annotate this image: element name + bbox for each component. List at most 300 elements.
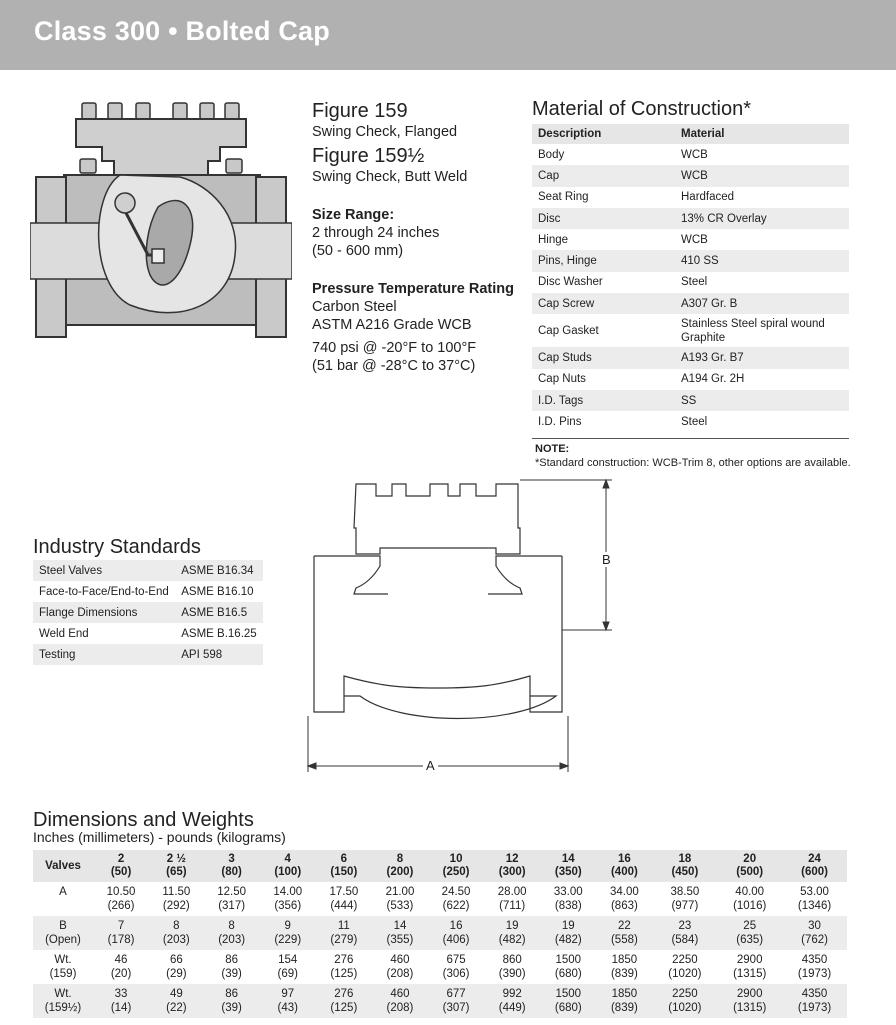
size-range-inches: 2 through 24 inches bbox=[312, 225, 440, 241]
dimensions-cell bbox=[717, 984, 782, 1018]
cell-metric: (838) bbox=[554, 900, 582, 912]
page-header bbox=[0, 0, 896, 70]
material-description: I.D. Tags bbox=[532, 390, 675, 411]
cell-imperial: 460 bbox=[390, 954, 410, 966]
cell-metric: (863) bbox=[610, 900, 638, 912]
dimensions-cell bbox=[149, 984, 203, 1018]
dimensions-cell bbox=[260, 916, 316, 950]
dimensions-size-header bbox=[717, 850, 782, 882]
dimensions-cell bbox=[540, 950, 596, 984]
swing-check-valve-illustration bbox=[30, 95, 292, 345]
cell-imperial: 9 bbox=[284, 920, 291, 932]
cell-metric: (14) bbox=[110, 1002, 132, 1014]
cell-metric: (208) bbox=[386, 968, 414, 980]
pressure-rating-heading: Pressure Temperature Rating bbox=[312, 281, 514, 297]
dimensions-cell bbox=[484, 882, 540, 916]
cell-metric: (839) bbox=[610, 1002, 638, 1014]
standard-name: Steel Valves bbox=[33, 560, 175, 581]
figure-159-half-subtitle: Swing Check, Butt Weld bbox=[312, 169, 468, 185]
cell-metric: (1973) bbox=[797, 1002, 832, 1014]
materials-row bbox=[532, 314, 849, 347]
size-inches: 8 bbox=[396, 853, 404, 865]
cell-metric: (622) bbox=[442, 900, 470, 912]
cell-imperial: 46 bbox=[114, 954, 128, 966]
dimensions-cell bbox=[717, 882, 782, 916]
cell-imperial: 34.00 bbox=[610, 886, 639, 898]
cell-imperial: 2900 bbox=[736, 954, 763, 966]
cell-metric: (29) bbox=[166, 968, 187, 980]
material-value: A193 Gr. B7 bbox=[675, 347, 849, 368]
dimensions-cell bbox=[316, 916, 372, 950]
standard-name: Face-to-Face/End-to-End bbox=[39, 585, 169, 598]
dimensions-cell bbox=[540, 916, 596, 950]
cell-metric: (390) bbox=[498, 968, 526, 980]
cell-imperial: 860 bbox=[502, 954, 522, 966]
cell-imperial: 28.00 bbox=[497, 886, 527, 898]
cell-metric: (406) bbox=[442, 934, 470, 946]
standards-row bbox=[33, 623, 263, 644]
material-value: A194 Gr. 2H bbox=[681, 373, 745, 386]
cell-metric: (1346) bbox=[797, 900, 832, 912]
dimensions-cell bbox=[149, 882, 203, 916]
dimensions-size-header bbox=[782, 850, 847, 882]
material-description: Body bbox=[538, 148, 565, 161]
size-inches: 2 bbox=[117, 853, 125, 865]
dimensions-size-header bbox=[596, 850, 652, 882]
materials-col-material: Material bbox=[675, 124, 849, 144]
dimensions-cell bbox=[596, 882, 652, 916]
cell-imperial: 4350 bbox=[801, 954, 828, 966]
material-description: Pins, Hinge bbox=[532, 250, 675, 271]
figure-159-title: Figure 159 bbox=[312, 100, 408, 122]
cell-imperial: 276 bbox=[334, 988, 354, 1000]
material-description: I.D. Pins bbox=[538, 415, 582, 428]
dimensions-cell bbox=[372, 950, 428, 984]
cell-metric: (43) bbox=[277, 1002, 298, 1014]
size-mm: (100) bbox=[274, 866, 302, 878]
size-mm: (65) bbox=[166, 866, 187, 878]
row-label-main: A bbox=[59, 886, 67, 898]
material-description: Hinge bbox=[538, 233, 569, 246]
cell-metric: (680) bbox=[554, 968, 582, 980]
dimensions-header-row bbox=[33, 850, 847, 882]
cell-imperial: 21.00 bbox=[385, 886, 415, 898]
dimensions-size-header bbox=[484, 850, 540, 882]
standard-name: Flange Dimensions bbox=[33, 602, 175, 623]
materials-row bbox=[532, 187, 849, 208]
dimensions-cell bbox=[652, 882, 717, 916]
material-value bbox=[675, 314, 849, 347]
row-label-sub: (159) bbox=[49, 968, 77, 980]
dimensions-cell bbox=[717, 916, 782, 950]
dimensions-cell bbox=[782, 950, 847, 984]
material-value: Steel bbox=[681, 276, 708, 289]
rating-bar: (51 bar @ -28°C to 37°C) bbox=[312, 358, 476, 374]
cell-metric: (39) bbox=[221, 1002, 242, 1014]
cell-metric: (208) bbox=[386, 1002, 414, 1014]
size-mm: (80) bbox=[221, 866, 242, 878]
cell-metric: (306) bbox=[442, 968, 470, 980]
dimensions-cell bbox=[204, 950, 260, 984]
dimensions-cell bbox=[428, 882, 484, 916]
materials-col-description: Description bbox=[532, 124, 675, 144]
standard-value: ASME B16.34 bbox=[175, 560, 263, 581]
cell-metric: (292) bbox=[162, 900, 190, 912]
dimensions-subtitle: Inches (millimeters) - pounds (kilograms) bbox=[33, 829, 286, 845]
dimensions-cell bbox=[484, 916, 540, 950]
dimensions-size-header bbox=[149, 850, 203, 882]
cell-imperial: 17.50 bbox=[329, 886, 359, 898]
cell-metric: (22) bbox=[166, 1002, 187, 1014]
cell-metric: (203) bbox=[162, 934, 190, 946]
dimension-label-a: A bbox=[423, 758, 438, 773]
cell-metric: (69) bbox=[277, 968, 298, 980]
dimensions-row-label bbox=[33, 984, 93, 1018]
cell-imperial: 11.50 bbox=[162, 886, 191, 898]
dimensions-cell bbox=[149, 950, 203, 984]
cell-metric: (635) bbox=[736, 934, 764, 946]
dimensions-cell bbox=[260, 882, 316, 916]
material-value-line: Stainless Steel spiral wound bbox=[681, 317, 825, 330]
figure-159-subtitle: Swing Check, Flanged bbox=[312, 124, 458, 140]
material-value-line: Graphite bbox=[681, 331, 726, 344]
size-inches: 6 bbox=[340, 853, 348, 865]
dimensions-cell bbox=[652, 950, 717, 984]
cell-imperial: 460 bbox=[390, 988, 410, 1000]
material-value: 13% CR Overlay bbox=[675, 208, 849, 229]
dimensions-row-label bbox=[33, 882, 93, 916]
size-mm: (400) bbox=[610, 866, 638, 878]
cell-metric: (839) bbox=[610, 968, 638, 980]
cell-imperial: 86 bbox=[225, 988, 239, 1000]
dimensions-cell bbox=[260, 950, 316, 984]
dimensions-title: Dimensions and Weights bbox=[33, 809, 254, 831]
cell-metric: (356) bbox=[274, 900, 302, 912]
material-description: Disc Washer bbox=[538, 276, 603, 289]
cell-metric: (762) bbox=[801, 934, 828, 946]
row-label-main: Wt. bbox=[54, 988, 72, 1000]
note-label: NOTE: bbox=[535, 443, 570, 455]
cell-imperial: 4350 bbox=[801, 988, 828, 1000]
row-label-sub: (Open) bbox=[45, 934, 81, 946]
dimensions-cell bbox=[93, 984, 149, 1018]
materials-row bbox=[532, 272, 849, 293]
dimensions-size-header bbox=[540, 850, 596, 882]
standards-row bbox=[33, 581, 263, 602]
cell-metric: (680) bbox=[554, 1002, 582, 1014]
materials-row bbox=[532, 347, 849, 368]
size-inches: 10 bbox=[449, 853, 463, 865]
cell-imperial: 19 bbox=[505, 920, 519, 932]
dimensions-cell bbox=[204, 916, 260, 950]
cell-imperial: 7 bbox=[117, 920, 125, 932]
row-label-main: Wt. bbox=[54, 954, 72, 966]
size-inches: 20 bbox=[743, 853, 757, 865]
dimensions-size-header bbox=[316, 850, 372, 882]
materials-row bbox=[532, 390, 849, 411]
cell-imperial: 276 bbox=[334, 954, 354, 966]
cell-metric: (307) bbox=[442, 1002, 470, 1014]
size-inches: 16 bbox=[618, 853, 631, 865]
cell-imperial: 1500 bbox=[555, 954, 582, 966]
size-range-heading: Size Range: bbox=[312, 207, 395, 223]
dimensions-cell bbox=[484, 950, 540, 984]
cell-imperial: 677 bbox=[446, 988, 466, 1000]
cell-metric: (1020) bbox=[668, 1002, 702, 1014]
rating-grade: ASTM A216 Grade WCB bbox=[312, 317, 472, 333]
material-value: Steel bbox=[681, 415, 708, 428]
dimensions-cell bbox=[204, 984, 260, 1018]
cell-imperial: 53.00 bbox=[800, 886, 829, 898]
cell-imperial: 23 bbox=[678, 920, 692, 932]
cell-imperial: 2900 bbox=[736, 988, 763, 1000]
cell-imperial: 49 bbox=[169, 988, 183, 1000]
dimensions-cell bbox=[316, 984, 372, 1018]
size-mm: (50) bbox=[110, 866, 132, 878]
dimensions-cell bbox=[372, 984, 428, 1018]
cell-metric: (1973) bbox=[797, 968, 832, 980]
dimensions-cell bbox=[596, 950, 652, 984]
dimensions-cell bbox=[93, 950, 149, 984]
cell-imperial: 33 bbox=[114, 988, 128, 1000]
dimensions-cell bbox=[93, 882, 149, 916]
cell-metric: (533) bbox=[386, 900, 414, 912]
cell-imperial: 12.50 bbox=[217, 886, 247, 898]
dimensions-col-valves: Valves bbox=[33, 850, 93, 882]
page-title: Class 300 • Bolted Cap bbox=[34, 16, 330, 46]
cell-imperial: 24.50 bbox=[441, 886, 471, 898]
dimension-drawing bbox=[300, 476, 620, 776]
material-value: WCB bbox=[681, 233, 708, 246]
cell-imperial: 11 bbox=[337, 920, 350, 932]
cell-metric: (711) bbox=[499, 900, 526, 912]
cell-imperial: 14 bbox=[393, 920, 407, 932]
material-description: Cap Screw bbox=[532, 293, 675, 314]
standard-value: ASME B16.5 bbox=[175, 602, 263, 623]
dimensions-cell bbox=[540, 984, 596, 1018]
material-value: Hardfaced bbox=[681, 191, 735, 204]
cell-imperial: 8 bbox=[173, 920, 180, 932]
cell-imperial: 8 bbox=[228, 920, 235, 932]
cell-imperial: 97 bbox=[281, 988, 295, 1000]
size-mm: (150) bbox=[330, 866, 358, 878]
cell-metric: (203) bbox=[218, 934, 246, 946]
cell-metric: (558) bbox=[610, 934, 638, 946]
dimensions-cell bbox=[596, 916, 652, 950]
dimensions-cell bbox=[484, 984, 540, 1018]
materials-table bbox=[532, 124, 849, 433]
cell-metric: (977) bbox=[671, 900, 699, 912]
standard-value: API 598 bbox=[175, 644, 263, 665]
cell-imperial: 22 bbox=[618, 920, 631, 932]
cell-imperial: 2250 bbox=[672, 988, 698, 1000]
cell-imperial: 992 bbox=[502, 988, 522, 1000]
standards-title: Industry Standards bbox=[33, 536, 201, 558]
cell-metric: (1315) bbox=[733, 1002, 767, 1014]
cell-imperial: 154 bbox=[278, 954, 298, 966]
dimensions-cell bbox=[782, 882, 847, 916]
cell-metric: (1016) bbox=[733, 900, 767, 912]
size-mm: (200) bbox=[386, 866, 414, 878]
cell-metric: (178) bbox=[107, 934, 135, 946]
size-inches: 14 bbox=[561, 853, 575, 865]
size-mm: (350) bbox=[554, 866, 582, 878]
cell-metric: (1315) bbox=[733, 968, 767, 980]
cell-metric: (355) bbox=[386, 934, 414, 946]
dimensions-size-header bbox=[93, 850, 149, 882]
cell-metric: (482) bbox=[554, 934, 582, 946]
dimensions-table-body bbox=[33, 882, 847, 1018]
cell-imperial: 16 bbox=[449, 920, 463, 932]
dimensions-cell bbox=[652, 984, 717, 1018]
materials-divider bbox=[532, 438, 849, 439]
size-inches: 24 bbox=[808, 853, 821, 865]
dimensions-cell bbox=[717, 950, 782, 984]
size-inches: 12 bbox=[505, 853, 519, 865]
dimensions-size-header bbox=[428, 850, 484, 882]
standard-name: Testing bbox=[33, 644, 175, 665]
material-description: Seat Ring bbox=[538, 191, 589, 204]
material-description: Cap Gasket bbox=[538, 324, 599, 337]
dimensions-cell bbox=[316, 882, 372, 916]
standards-table bbox=[33, 560, 263, 665]
dimensions-cell bbox=[428, 916, 484, 950]
dimensions-cell bbox=[428, 950, 484, 984]
standards-row bbox=[33, 602, 263, 623]
material-description: Cap Studs bbox=[532, 347, 675, 368]
material-value: WCB bbox=[675, 165, 849, 186]
cell-imperial: 38.50 bbox=[670, 886, 700, 898]
cell-imperial: 10.50 bbox=[106, 886, 136, 898]
cell-metric: (279) bbox=[330, 934, 358, 946]
cell-metric: (482) bbox=[498, 934, 526, 946]
dimensions-cell bbox=[540, 882, 596, 916]
dimensions-cell bbox=[372, 916, 428, 950]
rating-psi: 740 psi @ -20°F to 100°F bbox=[312, 340, 477, 356]
dimensions-row-label bbox=[33, 950, 93, 984]
cell-metric: (125) bbox=[330, 1002, 358, 1014]
materials-table-body bbox=[532, 144, 849, 433]
size-inches: 2 ½ bbox=[166, 853, 186, 865]
dimension-label-b: B bbox=[602, 552, 611, 567]
note-text: *Standard construction: WCB-Trim 8, other options are available. bbox=[535, 457, 851, 469]
row-label-main: B bbox=[59, 920, 67, 932]
cell-imperial: 25 bbox=[743, 920, 757, 932]
cell-imperial: 675 bbox=[446, 954, 466, 966]
cell-metric: (266) bbox=[107, 900, 135, 912]
standards-table-body bbox=[33, 560, 263, 665]
rating-material: Carbon Steel bbox=[312, 299, 397, 315]
material-description: Disc bbox=[532, 208, 675, 229]
cell-imperial: 1850 bbox=[611, 988, 638, 1000]
dimensions-table bbox=[33, 850, 847, 1018]
standard-value: ASME B.16.25 bbox=[181, 627, 257, 640]
dimensions-cell bbox=[782, 916, 847, 950]
dimensions-size-header bbox=[204, 850, 260, 882]
dimensions-size-header bbox=[652, 850, 717, 882]
materials-row bbox=[532, 165, 849, 186]
materials-title: Material of Construction* bbox=[532, 98, 751, 120]
standard-name: Weld End bbox=[39, 627, 89, 640]
dimensions-cell bbox=[316, 950, 372, 984]
material-description: Cap Nuts bbox=[538, 373, 586, 386]
materials-row bbox=[532, 229, 849, 250]
cell-metric: (229) bbox=[274, 934, 302, 946]
dimensions-size-header bbox=[260, 850, 316, 882]
cell-metric: (20) bbox=[110, 968, 132, 980]
cell-imperial: 1500 bbox=[555, 988, 582, 1000]
material-value: A307 Gr. B bbox=[675, 293, 849, 314]
dimensions-row bbox=[33, 950, 847, 984]
cell-metric: (125) bbox=[330, 968, 358, 980]
dimensions-cell bbox=[149, 916, 203, 950]
cell-imperial: 40.00 bbox=[735, 886, 765, 898]
size-inches: 4 bbox=[284, 853, 291, 865]
material-description: Cap bbox=[532, 165, 675, 186]
cell-metric: (1020) bbox=[668, 968, 702, 980]
dimensions-row-label bbox=[33, 916, 93, 950]
materials-row bbox=[532, 208, 849, 229]
materials-row bbox=[532, 250, 849, 271]
dimensions-row bbox=[33, 916, 847, 950]
cell-imperial: 33.00 bbox=[553, 886, 583, 898]
dimensions-cell bbox=[260, 984, 316, 1018]
cell-metric: (449) bbox=[498, 1002, 526, 1014]
cell-imperial: 14.00 bbox=[273, 886, 303, 898]
cell-imperial: 66 bbox=[169, 954, 183, 966]
size-mm: (250) bbox=[442, 866, 470, 878]
material-value: WCB bbox=[681, 148, 708, 161]
cell-imperial: 30 bbox=[808, 920, 821, 932]
dimensions-cell bbox=[428, 984, 484, 1018]
dimensions-cell bbox=[782, 984, 847, 1018]
cell-metric: (317) bbox=[218, 900, 246, 912]
cell-imperial: 2250 bbox=[672, 954, 698, 966]
size-inches: 3 bbox=[228, 853, 235, 865]
dimensions-row bbox=[33, 984, 847, 1018]
materials-row bbox=[532, 369, 849, 390]
cell-metric: (444) bbox=[330, 900, 358, 912]
figure-159-half-title: Figure 159½ bbox=[312, 145, 425, 167]
dimensions-cell bbox=[204, 882, 260, 916]
dimensions-cell bbox=[93, 916, 149, 950]
cell-metric: (39) bbox=[221, 968, 242, 980]
materials-row bbox=[532, 411, 849, 432]
dimensions-row bbox=[33, 882, 847, 916]
standards-row bbox=[33, 644, 263, 665]
materials-row bbox=[532, 293, 849, 314]
cell-imperial: 1850 bbox=[611, 954, 638, 966]
dimensions-cell bbox=[652, 916, 717, 950]
size-mm: (600) bbox=[801, 866, 828, 878]
material-value: 410 SS bbox=[675, 250, 849, 271]
dimensions-size-header bbox=[372, 850, 428, 882]
size-mm: (450) bbox=[671, 866, 699, 878]
size-inches: 18 bbox=[678, 853, 692, 865]
cell-imperial: 86 bbox=[225, 954, 239, 966]
dimensions-cell bbox=[372, 882, 428, 916]
cell-imperial: 19 bbox=[561, 920, 575, 932]
cell-metric: (584) bbox=[671, 934, 699, 946]
size-range-mm: (50 - 600 mm) bbox=[312, 243, 404, 259]
standard-value: ASME B16.10 bbox=[181, 585, 254, 598]
standards-row bbox=[33, 560, 263, 581]
row-label-sub: (159½) bbox=[44, 1002, 82, 1014]
dimensions-cell bbox=[596, 984, 652, 1018]
size-mm: (500) bbox=[736, 866, 764, 878]
size-mm: (300) bbox=[498, 866, 526, 878]
materials-row bbox=[532, 144, 849, 165]
